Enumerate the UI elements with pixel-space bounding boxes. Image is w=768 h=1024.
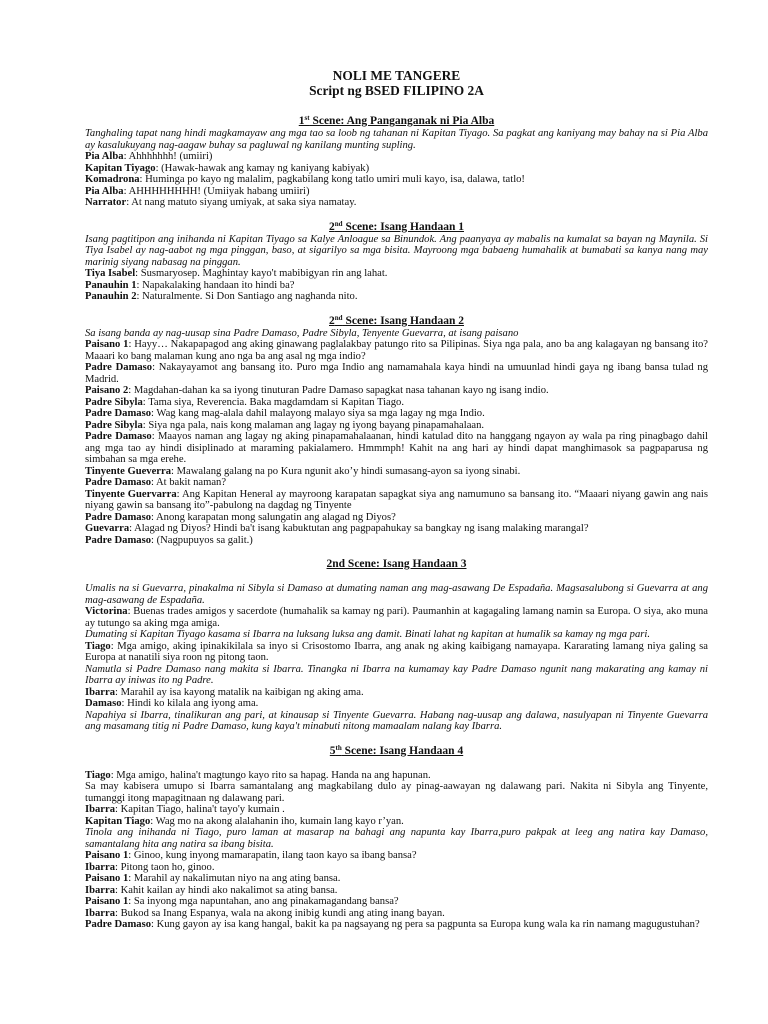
- scene-heading: [85, 315, 708, 328]
- dialogue-line: [85, 339, 708, 362]
- dialogue-line: [85, 280, 708, 292]
- scene-title: Scene: Ang Panganganak ni Pia Alba: [309, 115, 495, 127]
- stage-direction: Umalis na si Guevarra, pinakalma ni Sibyla si Damaso at dumating naman ang mag-asawang De Espadaña. Magsasalubong si Guevarra at ang mag-asawang de Espadaña.: [85, 583, 708, 606]
- dialogue-line: [85, 698, 708, 710]
- dialogue-text: : Bukod sa Inang Espanya, wala na akong inibig kundi ang ating inang bayan.: [115, 907, 445, 919]
- speaker-name: Paisano 1: [85, 896, 129, 907]
- speaker-name: Padre Damaso: [85, 511, 152, 523]
- dialogue-text: : Buenas trades amigos y sacerdote (humahalik sa kamay ng pari). Paumanhin at kagagaling lamang namin sa Europa. O siya, ako muna ay tutungo sa aking mga amiga.: [85, 606, 708, 629]
- dialogue-text: : At bakit naman?: [151, 477, 227, 488]
- dialogue-text: : Kahit kailan ay hindi ako nakalimot sa ating bansa.: [115, 884, 338, 896]
- dialogue-text: : (Nagpupuyos sa galit.): [151, 534, 253, 546]
- narration: Sa may kabisera umupo si Ibarra samantalang ang magkabilang dulo ay pinag-aawayan ng dalawang pari. Nakita ni Sibyla ang Tinyente, tumanggi itong mapagitnaan ng dalawang pari.: [85, 781, 708, 804]
- stage-direction: Dumating si Kapitan Tiyago kasama si Ibarra na luksang luksa ang damit. Binati lahat ng kapitan at humalik sa kamay ng mga pari.: [85, 629, 650, 640]
- dialogue-text: : Ang Kapitan Heneral ay mayroong karapatan sapagkat siya ang namumuno sa bansang ito. “Maaari niyang gawin ang nais niyang gawin sa bansang ito”-pabulong na dagdag ng Tinyente: [85, 488, 708, 511]
- dialogue-line: [85, 804, 708, 816]
- dialogue-text: : Hindi ko kilala ang iyong ama.: [121, 698, 259, 709]
- speaker-name: Padre Sibyla: [85, 396, 143, 408]
- dialogue-text: : Anong karapatan mong salungatin ang alagad ng Diyos?: [151, 511, 396, 523]
- speaker-name: Padre Damaso: [85, 477, 152, 488]
- speaker-name: Guevarra: [85, 523, 130, 534]
- dialogue-line: [85, 163, 708, 175]
- scene-number: 5: [329, 744, 336, 757]
- scene-ordinal: th: [335, 743, 342, 752]
- scene-ordinal: st: [304, 114, 310, 122]
- dialogue-text: : Alagad ng Diyos? Hindi ba't isang kabuktutan ang pagpapahukay sa bangkay ng isang malaking marangal?: [129, 523, 589, 534]
- scenes-container: [85, 115, 708, 931]
- dialogue-text: : AHHHHHHHH! (Umiiyak habang umiiri): [123, 185, 310, 197]
- dialogue-text: : At nang matuto siyang umiyak, at saka siya namatay.: [126, 197, 357, 208]
- dialogue-line: [85, 408, 708, 420]
- dialogue-text: : Ahhhhhhh! (umiiri): [123, 151, 213, 162]
- dialogue-text: : Maayos naman ang lagay ng aking pinapamahalaanan, hindi katulad dito na hanggang ngayon ay wala pa ring pinagbago dahil ang mga tao ay hindi disiplinado at maraming pakialamero. Hmmmph! Kahit na ang hari ay hindi dapat manghimasok sa pagpaparusa ng simbahan sa mga erehe.: [85, 431, 709, 465]
- stage-direction: Tanghaling tapat nang hindi magkamayaw ang mga tao sa loob ng tahanan ni Kapitan Tiyago. Sa pagkat ang kaniyang may bahay na si Pia Alba ay kasalukuyang nag-aagaw buhay sa pagluwal ng kanilang munting supling.: [85, 128, 708, 151]
- speaker-name: Ibarra: [85, 884, 116, 896]
- dialogue-text: : Marahil ay isa kayong matalik na kaibigan ng aking ama.: [115, 686, 364, 698]
- document-subtitle: Script ng BSED FILIPINO 2A: [309, 83, 484, 98]
- scene-title: Scene: Isang Handaan 1: [342, 220, 464, 233]
- speaker-name: Panauhin 1: [85, 279, 137, 291]
- speaker-name: Panauhin 2: [85, 291, 137, 302]
- dialogue-line: [85, 466, 708, 478]
- dialogue-line: [85, 197, 708, 209]
- speaker-name: Victorina: [85, 606, 128, 617]
- scene-section: [85, 221, 708, 303]
- dialogue-line: [85, 397, 708, 409]
- dialogue-line: [85, 420, 708, 432]
- speaker-name: Padre Damaso: [85, 408, 152, 419]
- dialogue-line: [85, 816, 708, 828]
- speaker-name: Padre Damaso: [85, 534, 152, 546]
- speaker-name: Narrator: [85, 197, 127, 208]
- dialogue-line: [85, 431, 708, 466]
- dialogue-line: [85, 523, 708, 535]
- dialogue-line: [85, 535, 708, 547]
- dialogue-text: : Hayy… Nakapapagod ang aking ginawang paglalakbay patungo rito sa Pilipinas. Siya nga pala, ano ba ang kalagayan ng bansang ito? Maaari ko bang malaman kung ano nga ba ang asal ng mga indio?: [85, 339, 709, 362]
- stage-direction: Tinola ang inihanda ni Tiago, puro laman at masarap na bahagi ang napunta kay Ibarra,puro pakpak at leeg ang natira kay Damaso, samantalang hita ang natira sa ibang bisita.: [85, 827, 708, 850]
- dialogue-text: : Pitong taon ho, ginoo.: [115, 861, 215, 873]
- dialogue-line: [85, 477, 708, 489]
- dialogue-line: [85, 385, 708, 397]
- speaker-name: Kapitan Tiago: [85, 815, 151, 827]
- dialogue-line: [85, 850, 708, 862]
- speaker-name: Ibarra: [85, 686, 116, 698]
- speaker-name: Komadrona: [85, 174, 140, 185]
- speaker-name: Paisano 1: [85, 873, 129, 884]
- dialogue-line: [85, 174, 708, 186]
- dialogue-text: : Kung gayon ay isa kang hangal, bakit ka pa nagsayang ng pera sa pagpunta sa Europa kung wala ka rin namang magugustuhan?: [151, 919, 700, 930]
- dialogue-text: : Wag kang mag-alala dahil malayong malayo siya sa mga lagay ng mga Indio.: [151, 408, 485, 419]
- speaker-name: Paisano 2: [85, 385, 129, 396]
- dialogue-line: [85, 885, 708, 897]
- dialogue-line: [85, 908, 708, 920]
- scene-number: 2: [329, 220, 335, 233]
- scene-section: [85, 115, 708, 209]
- dialogue-text: : Nakayayamot ang bansang ito. Puro mga Indio ang namamahala kaya hindi na umuunlad hindi gaya ng ibang bansa tulad ng Madrid.: [85, 362, 708, 385]
- dialogue-text: : Wag mo na akong alalahanin iho, kumain lang kayo r’yan.: [150, 815, 404, 827]
- dialogue-text: : Susmaryosep. Maghintay kayo't mabibigyan rin ang lahat.: [135, 268, 388, 279]
- speaker-name: Tiya Isabel: [85, 268, 136, 279]
- dialogue-line: [85, 606, 708, 629]
- stage-direction: Napahiya si Ibarra, tinalikuran ang pari, at kinausap si Tinyente Guevarra. Habang nag-uusap ang dalawa, nasulyapan ni Tinyente Guevarra ang masamang titig ni Padre Damaso, kung kaya't minabuti nitong mamaalam nalang kay Ibarra.: [85, 709, 708, 732]
- dialogue-text: : Huminga po kayo ng malalim, pagkabilang kong tatlo umiri muli kayo, isa, dalawa, tatlo!: [139, 174, 525, 185]
- stage-direction: Namutla si Padre Damaso nang makita si Ibarra. Tinangka ni Ibarra na kumamay kay Padre Damaso ngunit nang makarating ang kamay ni Ibarra ay iniwas ito ng Padre.: [85, 663, 708, 686]
- dialogue-line: [85, 291, 708, 303]
- dialogue-text: : Marahil ay nakalimutan niyo na ang ating bansa.: [128, 873, 341, 884]
- speaker-name: Paisano 1: [85, 850, 129, 861]
- scene-heading: [85, 221, 708, 234]
- speaker-name: Padre Damaso: [85, 431, 152, 442]
- scene-number: 1: [298, 115, 305, 127]
- scene-section: [85, 745, 708, 931]
- speaker-name: Ibarra: [85, 861, 116, 873]
- speaker-name: Kapitan Tiyago: [85, 162, 156, 174]
- dialogue-text: : Tama siya, Reverencia. Baka magdamdam si Kapitan Tiago.: [142, 396, 404, 408]
- speaker-name: Paisano 1: [85, 339, 129, 350]
- dialogue-line: [85, 862, 708, 874]
- dialogue-text: : Mga amigo, aking ipinakikilala sa inyo si Crisostomo Ibarra, ang anak ng aking kaibigang namayapa. Kararating lamang niya galing sa Europa at nanatili siya roon ng pitong taon.: [85, 640, 708, 663]
- dialogue-text: : (Hawak-hawak ang kamay ng kaniyang kabiyak): [155, 162, 370, 174]
- dialogue-line: [85, 641, 708, 664]
- speaker-name: Tinyente Guervarra: [85, 488, 177, 500]
- speaker-name: Pia Alba: [85, 151, 124, 162]
- dialogue-line: [85, 151, 708, 163]
- scene-section: [85, 315, 708, 547]
- scene-section: [85, 558, 708, 733]
- dialogue-line: [85, 687, 708, 699]
- dialogue-text: : Naturalmente. Si Don Santiago ang naghanda nito.: [136, 291, 358, 302]
- dialogue-line: [85, 896, 708, 908]
- dialogue-line: [85, 770, 708, 782]
- speaker-name: Tiago: [85, 769, 111, 781]
- scene-title: Scene: Isang Handaan 4: [341, 744, 464, 757]
- dialogue-line: [85, 186, 708, 198]
- dialogue-text: : Mga amigo, halina't magtungo kayo rito sa hapag. Handa na ang hapunan.: [110, 769, 431, 781]
- speaker-name: Tiago: [85, 640, 111, 652]
- speaker-name: Padre Sibyla: [85, 419, 143, 431]
- stage-direction: Sa isang banda ay nag-uusap sina Padre Damaso, Padre Sibyla, Tenyente Guevarra, at isang paisano: [85, 327, 519, 339]
- speaker-name: Padre Damaso: [85, 919, 152, 930]
- scene-heading: [85, 745, 708, 758]
- document-title: NOLI ME TANGERE: [332, 68, 461, 83]
- scene-ordinal: nd: [334, 219, 343, 228]
- dialogue-line: [85, 489, 708, 512]
- speaker-name: Pia Alba: [85, 185, 124, 197]
- dialogue-text: : Kapitan Tiago, halina't tayo'y kumain .: [115, 804, 285, 815]
- speaker-name: Ibarra: [85, 804, 116, 815]
- dialogue-line: [85, 362, 708, 385]
- dialogue-text: : Napakalaking handaan ito hindi ba?: [136, 279, 295, 291]
- speaker-name: Padre Damaso: [85, 362, 153, 373]
- speaker-name: Tinyente Gueverra: [85, 465, 172, 477]
- speaker-name: Ibarra: [85, 907, 116, 919]
- dialogue-line: [85, 873, 708, 885]
- scene-title: Scene: Isang Handaan 2: [342, 314, 464, 327]
- scene-ordinal: nd: [334, 313, 343, 322]
- scene-number: 2: [329, 314, 335, 327]
- dialogue-text: : Ginoo, kung inyong mamarapatin, ilang taon kayo sa ibang bansa?: [128, 850, 417, 861]
- stage-direction: Isang pagtitipon ang inihanda ni Kapitan Tiyago sa Kalye Anloague sa Binundok. Ang paanyaya ay mabalis na kumalat sa bayan ng Maynila. Si Tiya Isabel ay nag-aabot ng mga pinggan, baso, at sigarilyo sa mga bisita. Mayroong mga babaeng humahalik at bumabati sa kanya nang may marinig siyang nabasag na pinggan.: [85, 233, 708, 268]
- scene-heading: [85, 115, 708, 128]
- dialogue-line: [85, 919, 708, 931]
- scene-title: 2nd Scene: Isang Handaan 3: [326, 558, 467, 570]
- scene-heading: [85, 558, 708, 571]
- dialogue-line: [85, 268, 708, 280]
- speaker-name: Damaso: [85, 698, 122, 709]
- dialogue-text: : Siya nga pala, nais kong malaman ang lagay ng iyong bayang pinapamahalaan.: [142, 419, 485, 431]
- dialogue-text: : Sa inyong mga napuntahan, ano ang pinakamagandang bansa?: [128, 896, 399, 907]
- dialogue-line: [85, 512, 708, 524]
- dialogue-text: : Mawalang galang na po Kura ngunit ako’y hindi sumasang-ayon sa iyong sinabi.: [171, 465, 521, 477]
- dialogue-text: : Magdahan-dahan ka sa iyong tinuturan Padre Damaso sapagkat nasa tahanan kayo ng isang indio.: [128, 385, 549, 396]
